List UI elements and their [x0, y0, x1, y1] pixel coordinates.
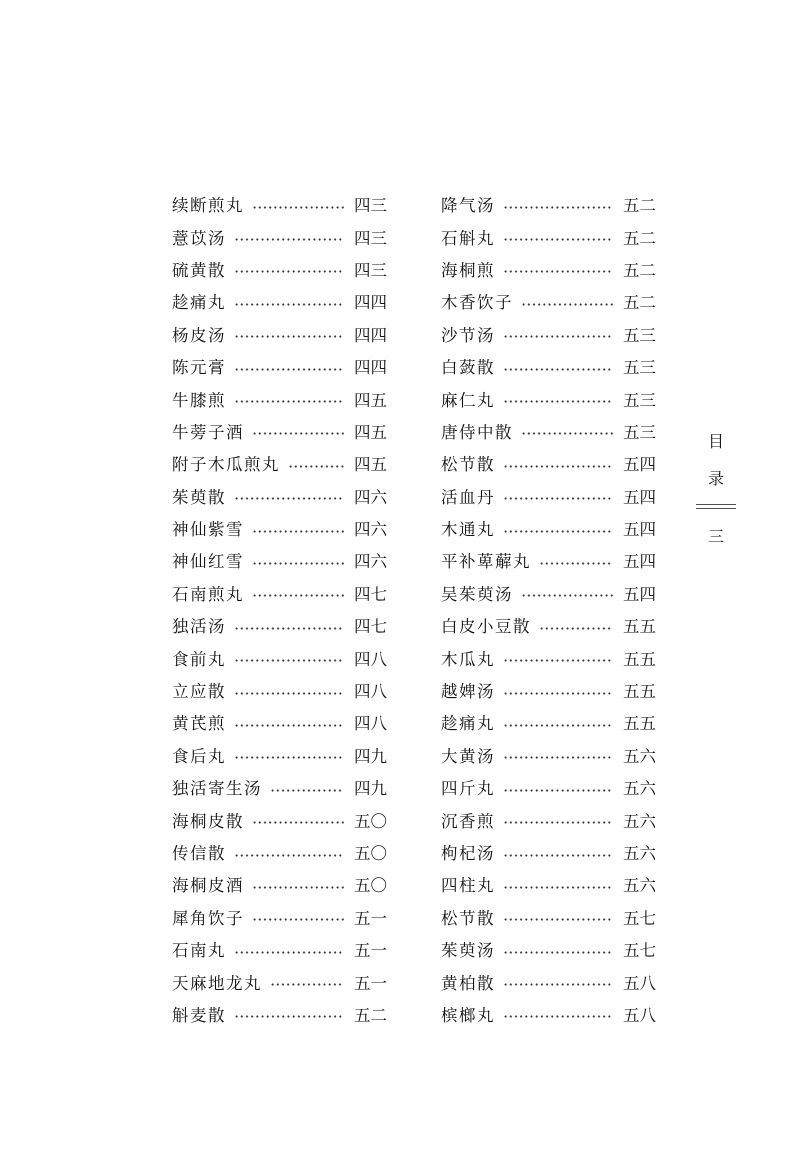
- entry-title: 海桐皮散: [172, 811, 244, 831]
- entry-page-number: 五三: [623, 422, 656, 442]
- entry-title: 沉香煎: [441, 811, 495, 831]
- entry-title: 松节散: [441, 455, 495, 475]
- dot-leader: [503, 854, 613, 857]
- toc-entry[interactable]: [441, 836, 656, 868]
- toc-entry[interactable]: [172, 480, 387, 512]
- entry-page-number: 五四: [623, 455, 656, 475]
- entry-page-number: 五五: [623, 682, 656, 702]
- dot-leader: [234, 497, 344, 500]
- entry-page-number: 四六: [354, 487, 387, 507]
- entry-title: 大黄汤: [441, 746, 495, 766]
- entry-title: 降气汤: [441, 196, 495, 216]
- entry-page-number: 五一: [354, 908, 387, 928]
- entry-page-number: 四六: [354, 520, 387, 540]
- entry-page-number: 五八: [623, 973, 656, 993]
- dot-leader: [234, 270, 344, 273]
- dot-leader: [252, 594, 344, 597]
- toc-entry[interactable]: [441, 350, 656, 382]
- entry-page-number: 五二: [623, 293, 656, 313]
- toc-entry[interactable]: [172, 447, 387, 479]
- dot-leader: [503, 1015, 613, 1018]
- toc-entry[interactable]: [172, 706, 387, 738]
- toc-entry[interactable]: [441, 318, 656, 350]
- dot-leader: [503, 497, 613, 500]
- dot-leader: [503, 465, 613, 468]
- toc-entry[interactable]: [172, 188, 387, 220]
- toc-entry[interactable]: [441, 868, 656, 900]
- toc-entry[interactable]: [172, 803, 387, 835]
- entry-title: 木香饮子: [441, 293, 513, 313]
- dot-leader: [234, 659, 344, 662]
- entry-title: 趁痛丸: [172, 293, 226, 313]
- entry-title: 枸杞汤: [441, 844, 495, 863]
- entry-page-number: 四七: [354, 617, 387, 637]
- dot-leader: [503, 335, 613, 338]
- entry-title: 四柱丸: [441, 876, 495, 896]
- entry-title: 石南煎丸: [172, 584, 244, 604]
- entry-title: 吴茱萸汤: [441, 584, 513, 604]
- toc-entry[interactable]: [172, 415, 387, 447]
- dot-leader: [521, 594, 613, 597]
- dot-leader: [234, 238, 344, 241]
- toc-entry[interactable]: [441, 577, 656, 609]
- entry-page-number: 四三: [354, 260, 387, 280]
- entry-title: 木通丸: [441, 520, 495, 540]
- dot-leader: [234, 854, 344, 857]
- dot-leader: [234, 724, 344, 727]
- entry-page-number: 五六: [623, 746, 656, 766]
- toc-entry[interactable]: [172, 739, 387, 771]
- dot-leader: [234, 400, 344, 403]
- entry-title: 陈元膏: [172, 358, 226, 378]
- entry-title: 海桐皮酒: [172, 876, 244, 896]
- dot-leader: [252, 821, 344, 824]
- entry-title: 松节散: [441, 908, 495, 928]
- entry-title: 神仙紫雪: [172, 520, 244, 540]
- entry-title: 斛麦散: [172, 1005, 226, 1025]
- entry-page-number: 四七: [354, 584, 387, 604]
- dot-leader: [234, 756, 344, 759]
- entry-title: 白皮小豆散: [441, 617, 531, 637]
- entry-page-number: 五六: [623, 876, 656, 896]
- toc-entry[interactable]: [441, 771, 656, 803]
- toc-entry[interactable]: [441, 285, 656, 317]
- dot-leader: [521, 432, 613, 435]
- entry-page-number: 五〇: [354, 876, 387, 896]
- toc-entry[interactable]: [172, 318, 387, 350]
- entry-page-number: 五四: [623, 520, 656, 540]
- toc-entry[interactable]: [172, 836, 387, 868]
- entry-page-number: 五六: [623, 779, 656, 799]
- entry-title: 平补萆薢丸: [441, 552, 531, 572]
- side-tab: [696, 428, 736, 560]
- entry-title: 唐侍中散: [441, 422, 513, 442]
- entry-page-number: 五〇: [354, 811, 387, 831]
- entry-title: 传信散: [172, 844, 226, 863]
- toc-entry[interactable]: [441, 415, 656, 447]
- entry-page-number: 五八: [623, 1005, 656, 1025]
- entry-page-number: 四六: [354, 552, 387, 572]
- toc-entry[interactable]: [172, 512, 387, 544]
- dot-leader: [252, 562, 344, 565]
- entry-page-number: 四四: [354, 325, 387, 345]
- entry-page-number: 五四: [623, 552, 656, 572]
- entry-title: 薏苡汤: [172, 228, 226, 248]
- entry-page-number: 五四: [623, 584, 656, 604]
- dot-leader: [234, 303, 344, 306]
- entry-title: 独活汤: [172, 617, 226, 637]
- toc-entry[interactable]: [172, 933, 387, 965]
- toc-entry[interactable]: [172, 868, 387, 900]
- entry-title: 立应散: [172, 682, 226, 702]
- toc-entry[interactable]: [172, 965, 387, 997]
- entry-page-number: 四五: [354, 390, 387, 410]
- dot-leader: [270, 789, 344, 792]
- entry-page-number: 五三: [623, 390, 656, 410]
- entry-title: 牛蒡子酒: [172, 422, 244, 442]
- toc-entry[interactable]: [441, 901, 656, 933]
- toc-entry[interactable]: [441, 739, 656, 771]
- toc-entry[interactable]: [441, 706, 656, 738]
- entry-title: 木瓜丸: [441, 649, 495, 669]
- entry-title: 食前丸: [172, 649, 226, 669]
- entry-page-number: 五五: [623, 649, 656, 669]
- section-title-char: 目: [707, 432, 724, 451]
- toc-column-right: [441, 188, 656, 1030]
- dot-leader: [503, 724, 613, 727]
- entry-page-number: 四九: [354, 779, 387, 799]
- dot-leader: [503, 206, 613, 209]
- toc-entry[interactable]: [441, 447, 656, 479]
- double-rule-divider: [696, 504, 736, 509]
- entry-title: 趁痛丸: [441, 714, 495, 734]
- entry-page-number: 五一: [354, 973, 387, 993]
- entry-page-number: 五五: [623, 617, 656, 637]
- entry-page-number: 四五: [354, 422, 387, 442]
- entry-page-number: 五六: [623, 811, 656, 831]
- toc-entry[interactable]: [172, 609, 387, 641]
- toc-entry[interactable]: [441, 965, 656, 997]
- entry-page-number: 五六: [623, 844, 656, 863]
- dot-leader: [503, 400, 613, 403]
- toc-entry[interactable]: [172, 674, 387, 706]
- dot-leader: [503, 951, 613, 954]
- toc-entry[interactable]: [172, 382, 387, 414]
- dot-leader: [503, 530, 613, 533]
- entry-title: 犀角饮子: [172, 908, 244, 928]
- toc-entry[interactable]: [172, 577, 387, 609]
- entry-title: 麻仁丸: [441, 390, 495, 410]
- toc-entry[interactable]: [441, 480, 656, 512]
- toc-entry[interactable]: [172, 771, 387, 803]
- dot-leader: [539, 627, 613, 630]
- entry-page-number: 五七: [623, 908, 656, 928]
- dot-leader: [252, 206, 344, 209]
- toc-column-left: [172, 188, 387, 1030]
- dot-leader: [234, 951, 344, 954]
- entry-title: 杨皮汤: [172, 325, 226, 345]
- dot-leader: [234, 1015, 344, 1018]
- entry-page-number: 五二: [623, 228, 656, 248]
- toc-entry[interactable]: [172, 641, 387, 673]
- entry-title: 黄芪煎: [172, 714, 226, 734]
- toc-entry[interactable]: [441, 188, 656, 220]
- dot-leader: [503, 918, 613, 921]
- entry-page-number: 四三: [354, 228, 387, 248]
- entry-page-number: 五三: [623, 325, 656, 345]
- dot-leader: [503, 821, 613, 824]
- dot-leader: [234, 368, 344, 371]
- entry-title: 沙节汤: [441, 325, 495, 345]
- entry-page-number: 五二: [623, 260, 656, 280]
- entry-page-number: 五二: [623, 196, 656, 216]
- entry-title: 海桐煎: [441, 260, 495, 280]
- entry-page-number: 四八: [354, 682, 387, 702]
- page-number: 三: [707, 527, 724, 546]
- entry-page-number: 五一: [354, 941, 387, 961]
- entry-page-number: 五〇: [354, 844, 387, 863]
- toc-entry[interactable]: [441, 641, 656, 673]
- entry-title: 石南丸: [172, 941, 226, 961]
- entry-page-number: 四八: [354, 649, 387, 669]
- toc-entry[interactable]: [172, 350, 387, 382]
- entry-title: 白蔹散: [441, 358, 495, 378]
- dot-leader: [503, 368, 613, 371]
- entry-title: 硫黄散: [172, 260, 226, 280]
- dot-leader: [288, 465, 344, 468]
- toc-entry[interactable]: [441, 544, 656, 576]
- toc-entry[interactable]: [441, 674, 656, 706]
- section-title-char: 录: [707, 469, 724, 488]
- toc-entry[interactable]: [172, 901, 387, 933]
- dot-leader: [503, 756, 613, 759]
- toc-entry[interactable]: [172, 998, 387, 1030]
- toc-entry[interactable]: [172, 544, 387, 576]
- dot-leader: [503, 692, 613, 695]
- toc-entry[interactable]: [441, 609, 656, 641]
- dot-leader: [252, 530, 344, 533]
- entry-page-number: 四八: [354, 714, 387, 734]
- entry-page-number: 四三: [354, 196, 387, 216]
- dot-leader: [503, 886, 613, 889]
- toc-entry[interactable]: [441, 803, 656, 835]
- toc-entry[interactable]: [441, 382, 656, 414]
- entry-title: 石斛丸: [441, 228, 495, 248]
- dot-leader: [252, 886, 344, 889]
- entry-title: 黄柏散: [441, 973, 495, 993]
- entry-title: 附子木瓜煎丸: [172, 455, 280, 475]
- entry-title: 四斤丸: [441, 779, 495, 799]
- entry-page-number: 五七: [623, 941, 656, 961]
- entry-title: 牛膝煎: [172, 390, 226, 410]
- entry-page-number: 五三: [623, 358, 656, 378]
- toc-entry[interactable]: [441, 220, 656, 252]
- dot-leader: [503, 238, 613, 241]
- dot-leader: [503, 270, 613, 273]
- entry-page-number: 五五: [623, 714, 656, 734]
- dot-leader: [252, 918, 344, 921]
- entry-page-number: 五四: [623, 487, 656, 507]
- entry-title: 续断煎丸: [172, 196, 244, 216]
- toc-entry[interactable]: [441, 512, 656, 544]
- entry-title: 茱萸汤: [441, 941, 495, 961]
- dot-leader: [521, 303, 613, 306]
- dot-leader: [539, 562, 613, 565]
- toc-entry[interactable]: [441, 998, 656, 1030]
- entry-title: 越婢汤: [441, 682, 495, 702]
- entry-page-number: 四五: [354, 455, 387, 475]
- toc-entry[interactable]: [172, 253, 387, 285]
- entry-title: 槟榔丸: [441, 1005, 495, 1025]
- entry-title: 神仙红雪: [172, 552, 244, 572]
- toc-entry[interactable]: [172, 220, 387, 252]
- dot-leader: [503, 659, 613, 662]
- dot-leader: [503, 789, 613, 792]
- dot-leader: [252, 432, 344, 435]
- entry-page-number: 四四: [354, 293, 387, 313]
- entry-title: 独活寄生汤: [172, 779, 262, 799]
- dot-leader: [234, 335, 344, 338]
- entry-page-number: 五二: [354, 1005, 387, 1025]
- dot-leader: [503, 983, 613, 986]
- dot-leader: [270, 983, 344, 986]
- dot-leader: [234, 692, 344, 695]
- toc-entry[interactable]: [441, 933, 656, 965]
- toc-entry[interactable]: [441, 253, 656, 285]
- entry-title: 活血丹: [441, 487, 495, 507]
- entry-page-number: 四四: [354, 358, 387, 378]
- toc-entry[interactable]: [172, 285, 387, 317]
- entry-title: 食后丸: [172, 746, 226, 766]
- dot-leader: [234, 627, 344, 630]
- entry-title: 天麻地龙丸: [172, 973, 262, 993]
- entry-title: 茱萸散: [172, 487, 226, 507]
- entry-page-number: 四九: [354, 746, 387, 766]
